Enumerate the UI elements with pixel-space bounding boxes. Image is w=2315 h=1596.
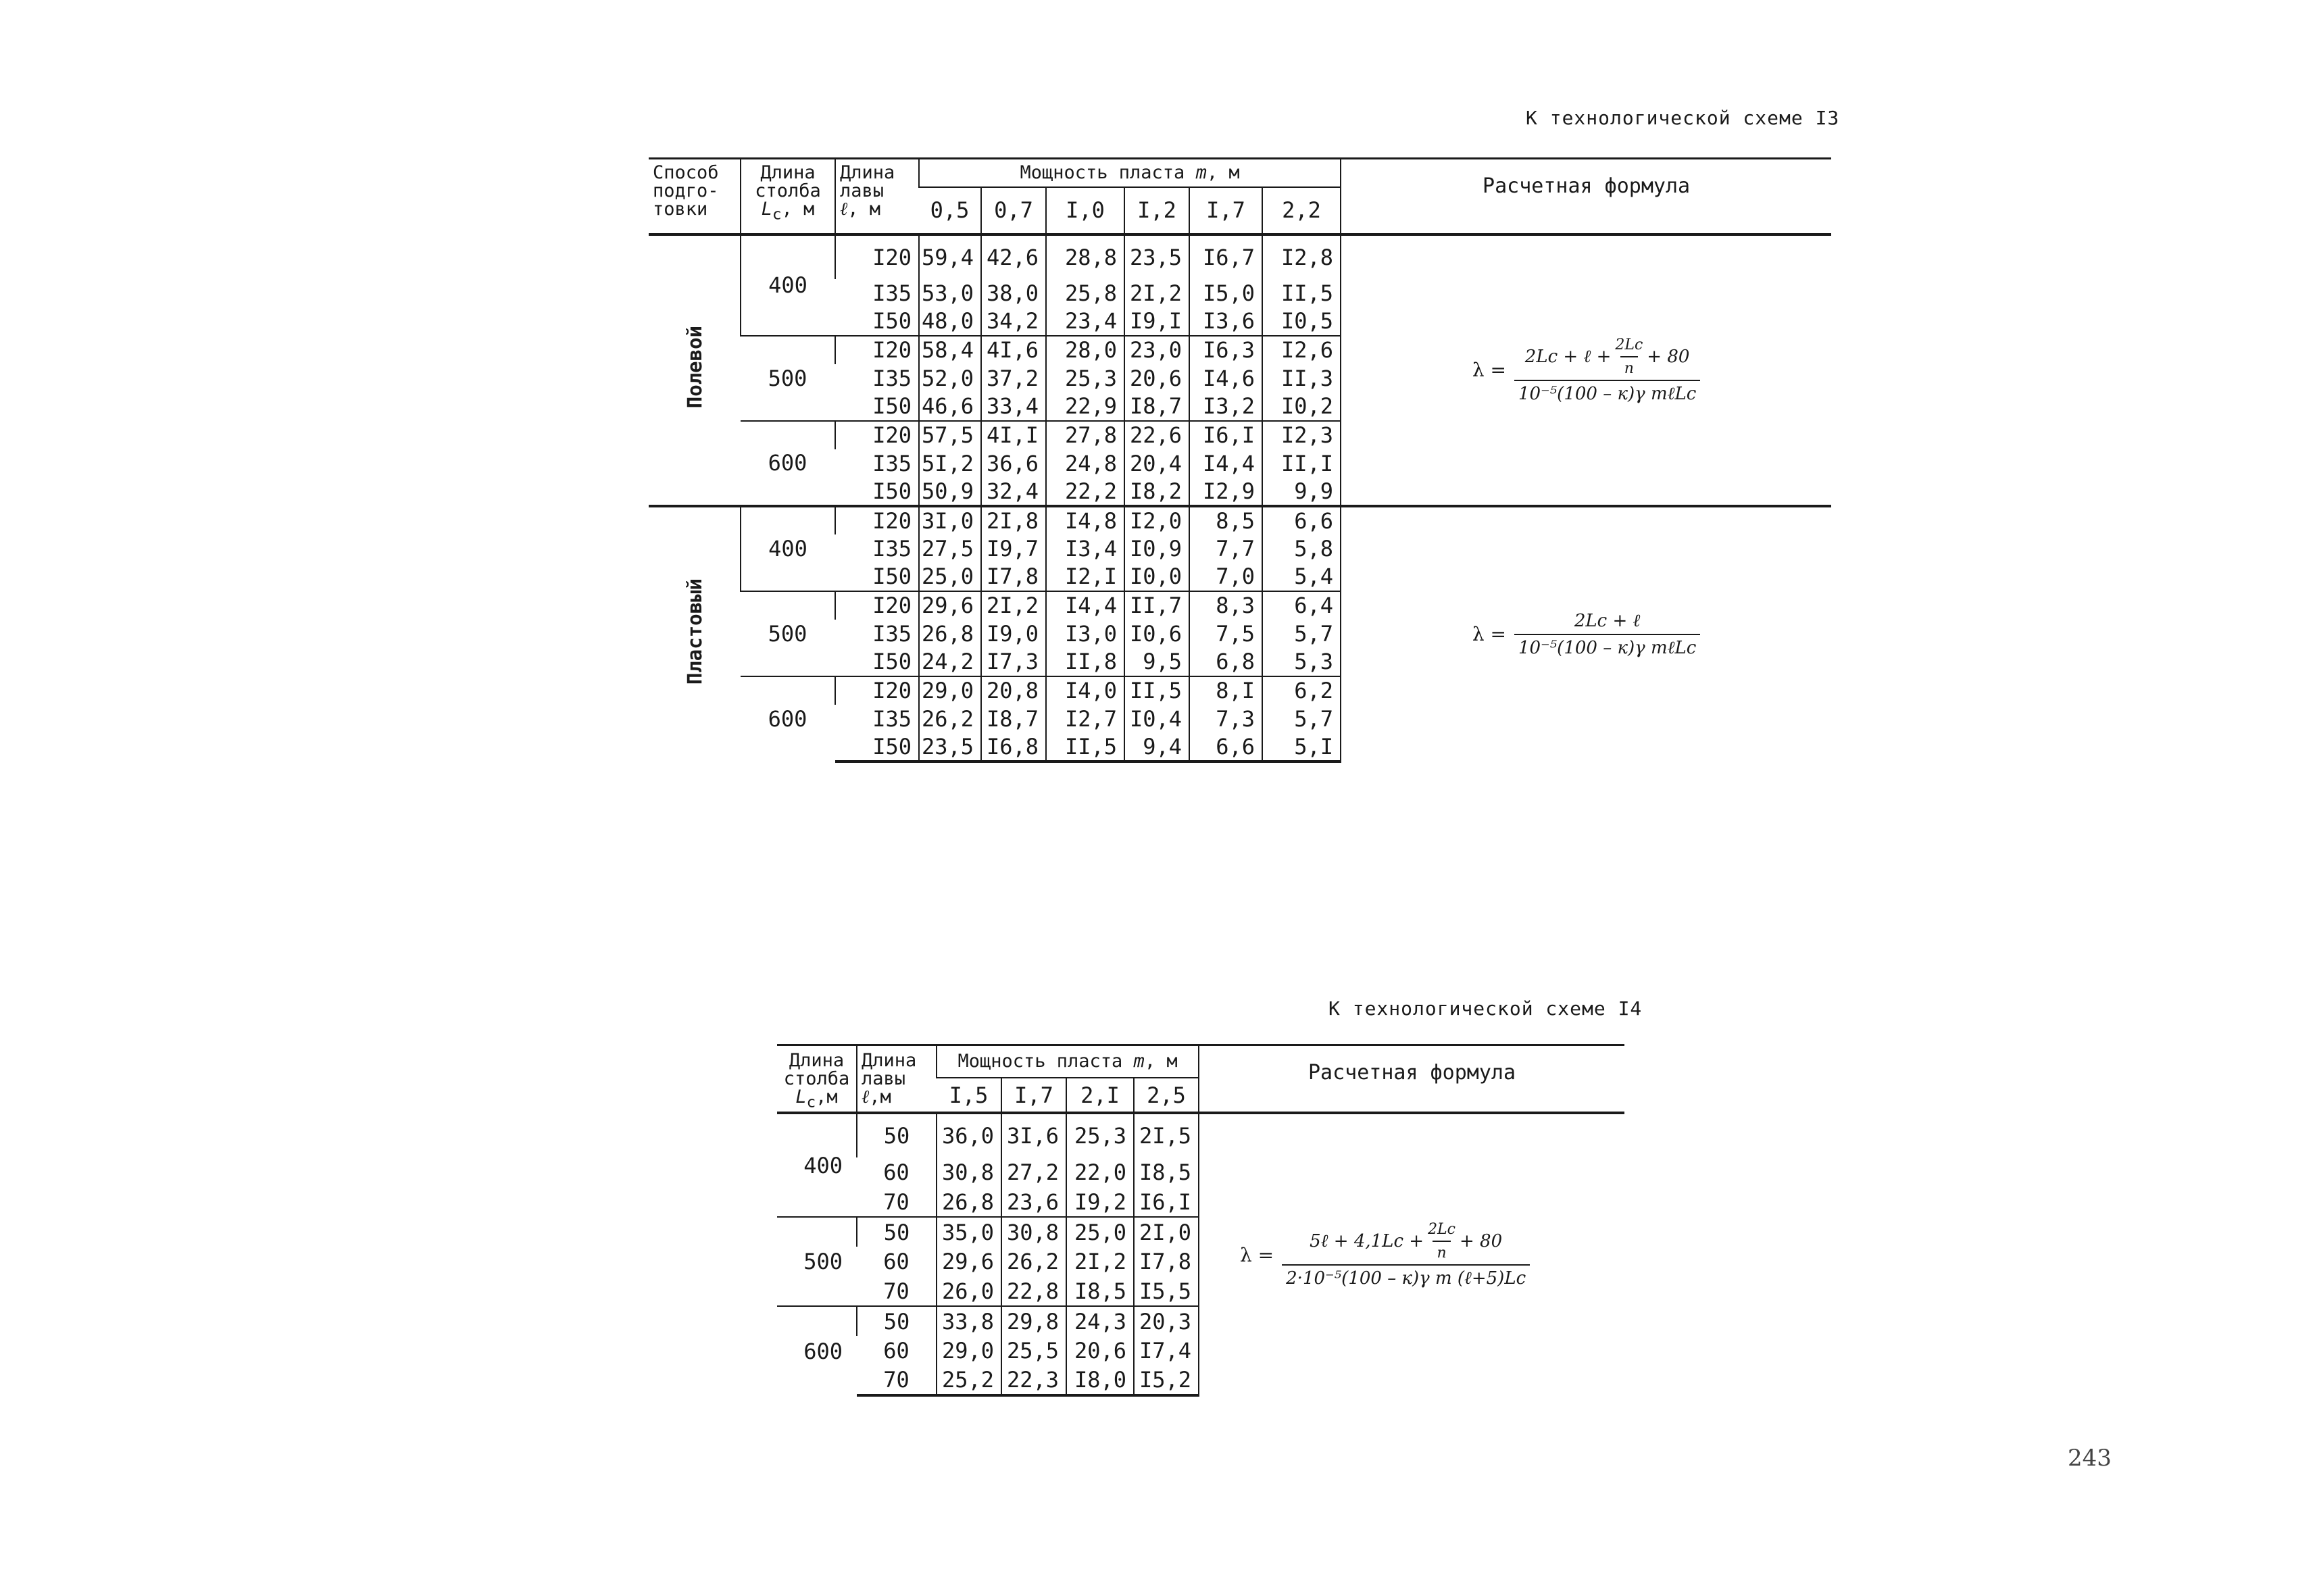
value-cell: 42,6 [981, 234, 1046, 279]
face-length-cell: I35 [872, 280, 912, 306]
face-length-cell: I35 [872, 365, 912, 391]
value-cell: 25,8 [1046, 279, 1124, 307]
value-cell: I8,7 [1124, 393, 1189, 421]
lambda-symbol: λ = [1472, 623, 1506, 645]
formula-numerator [1305, 1221, 1506, 1264]
value-cell: 5,3 [1262, 648, 1341, 676]
value-cell: 26,2 [919, 705, 981, 733]
value-cell: 27,5 [919, 534, 981, 563]
thickness-column-header: I,7 [1001, 1078, 1066, 1113]
value-cell: 23,0 [1124, 336, 1189, 364]
pillar-length-cell: 500 [741, 336, 835, 421]
value-cell: I6,I [1189, 421, 1262, 449]
value-cell: I6,8 [981, 733, 1046, 762]
value-cell: 8,3 [1189, 591, 1262, 620]
value-cell: 24,2 [919, 648, 981, 676]
inner-numerator: 2Lc [1428, 1221, 1455, 1239]
face-length-cell: 60 [883, 1159, 910, 1186]
numerator-part: 5ℓ + 4,1Lc + [1310, 1231, 1424, 1252]
thickness-column-header: 2,5 [1134, 1078, 1199, 1113]
value-cell: 25,3 [1046, 364, 1124, 393]
value-cell: 36,6 [981, 449, 1046, 478]
value-cell: 5,8 [1262, 534, 1341, 563]
face-length-cell: 70 [857, 1366, 937, 1395]
value-cell: I8,2 [1124, 478, 1189, 506]
value-cell: I2,6 [1262, 336, 1341, 364]
value-cell: I9,I [1124, 307, 1189, 336]
pillar-length-cell: 400 [741, 506, 835, 591]
header-method: Способ подго- товки [649, 159, 741, 234]
value-cell: 6,4 [1262, 591, 1341, 620]
value-cell: 20,8 [981, 676, 1046, 705]
value-cell: 30,8 [937, 1157, 1001, 1187]
thickness-column-header: 0,5 [919, 187, 981, 234]
value-cell: 24,8 [1046, 449, 1124, 478]
value-cell: 2I,2 [1124, 279, 1189, 307]
calculation-formula [1472, 336, 1700, 404]
value-cell: I2,0 [1124, 506, 1189, 534]
value-cell: 5I,2 [919, 449, 981, 478]
value-cell: 33,8 [937, 1306, 1001, 1336]
table-row [649, 234, 1831, 279]
face-length-cell: I20 [835, 676, 919, 705]
thickness-column-header: I,0 [1046, 187, 1124, 234]
value-cell: 22,9 [1046, 393, 1124, 421]
pillar-length-cell: 400 [741, 234, 835, 336]
value-cell: 5,4 [1262, 563, 1341, 591]
inner-fraction [1611, 336, 1647, 377]
header-face-length: Длина лавы ℓ,м [857, 1045, 937, 1114]
formula-numerator [1521, 336, 1694, 380]
value-cell: I0,2 [1262, 393, 1341, 421]
value-cell: II,8 [1046, 648, 1124, 676]
value-cell: 29,0 [937, 1336, 1001, 1366]
thickness-column-header: I,7 [1189, 187, 1262, 234]
value-cell: 46,6 [919, 393, 981, 421]
face-length-cell: I20 [835, 421, 919, 449]
value-cell: I0,4 [1124, 705, 1189, 733]
face-length-cell: 70 [883, 1278, 910, 1304]
value-cell: 25,0 [919, 563, 981, 591]
header-pillar-length: Длина столба $L_c,м$ [777, 1045, 857, 1114]
value-cell: 3I,6 [1001, 1113, 1066, 1157]
value-cell: 20,6 [1066, 1336, 1134, 1366]
pillar-length-cell: 400 [777, 1113, 857, 1217]
value-cell: 24,3 [1066, 1306, 1134, 1336]
value-cell: I2,9 [1189, 478, 1262, 506]
face-length-cell: I50 [872, 478, 912, 504]
formula-fraction [1282, 1221, 1530, 1289]
value-cell: I7,8 [981, 563, 1046, 591]
face-length-cell: I35 [872, 535, 912, 562]
value-cell: II,5 [1046, 733, 1124, 762]
face-length-cell: 60 [883, 1338, 910, 1364]
header-pillar-length: Длина столба $L_c$, м [741, 159, 835, 234]
value-cell: I8,7 [981, 705, 1046, 733]
value-cell: 20,4 [1124, 449, 1189, 478]
value-cell: 7,7 [1189, 534, 1262, 563]
formula-fraction [1514, 336, 1700, 404]
value-cell: 22,6 [1124, 421, 1189, 449]
value-cell: 7,5 [1189, 620, 1262, 648]
inner-numerator: 2Lc [1615, 336, 1643, 353]
value-cell: 22,8 [1001, 1276, 1066, 1306]
value-cell: 6,8 [1189, 648, 1262, 676]
value-cell: 20,6 [1124, 364, 1189, 393]
value-cell: 32,4 [981, 478, 1046, 506]
value-cell: 7,3 [1189, 705, 1262, 733]
face-length-cell: I35 [872, 620, 912, 647]
value-cell: 2I,0 [1134, 1217, 1199, 1247]
value-cell: I3,4 [1046, 534, 1124, 563]
header-seam-thickness: Мощность пласта m, м [919, 159, 1341, 187]
value-cell: 20,3 [1134, 1306, 1199, 1336]
value-cell: II,5 [1124, 676, 1189, 705]
value-cell: 2I,8 [981, 506, 1046, 534]
value-cell: 57,5 [919, 421, 981, 449]
value-cell: 28,0 [1046, 336, 1124, 364]
value-cell: 9,9 [1262, 478, 1341, 506]
thickness-column-header: 2,2 [1262, 187, 1341, 234]
formula-denominator: 2·10⁻⁵(100 – к)γ m (ℓ+5)Lc [1282, 1264, 1530, 1289]
face-length-cell: I20 [835, 234, 919, 279]
value-cell: 34,2 [981, 307, 1046, 336]
face-length-cell: I50 [872, 393, 912, 419]
value-cell: 5,I [1262, 733, 1341, 762]
table-row [649, 506, 1831, 534]
pillar-length-cell: 600 [741, 676, 835, 762]
value-cell: I4,8 [1046, 506, 1124, 534]
value-cell: I9,0 [981, 620, 1046, 648]
value-cell: I6,3 [1189, 336, 1262, 364]
value-cell: I7,8 [1134, 1247, 1199, 1276]
formula-cell [1341, 234, 1831, 506]
table13-caption: К технологической схеме I3 [1526, 107, 1840, 129]
face-length-cell: I20 [835, 336, 919, 364]
value-cell: 28,8 [1046, 234, 1124, 279]
value-cell: I3,2 [1189, 393, 1262, 421]
value-cell: 35,0 [937, 1217, 1001, 1247]
value-cell: 6,2 [1262, 676, 1341, 705]
value-cell: I0,0 [1124, 563, 1189, 591]
value-cell: I6,7 [1189, 234, 1262, 279]
calculation-formula [1472, 611, 1700, 658]
header-seam-thickness: Мощность пласта m, м [937, 1045, 1199, 1078]
value-cell: 2I,2 [1066, 1247, 1134, 1276]
value-cell: 50,9 [919, 478, 981, 506]
formula-denominator: 10⁻⁵(100 – к)γ mℓLc [1514, 634, 1700, 658]
value-cell: 26,0 [937, 1276, 1001, 1306]
value-cell: I2,3 [1262, 421, 1341, 449]
value-cell: I2,I [1046, 563, 1124, 591]
value-cell: I5,2 [1134, 1366, 1199, 1395]
value-cell: II,I [1262, 449, 1341, 478]
value-cell: II,7 [1124, 591, 1189, 620]
value-cell: I6,I [1134, 1187, 1199, 1217]
value-cell: 25,3 [1066, 1113, 1134, 1157]
value-cell: 23,6 [1001, 1187, 1066, 1217]
value-cell: 25,0 [1066, 1217, 1134, 1247]
table14 [777, 1044, 1624, 1397]
value-cell: 22,3 [1001, 1366, 1066, 1395]
value-cell: 22,2 [1046, 478, 1124, 506]
value-cell: I8,0 [1066, 1366, 1134, 1395]
face-length-cell: I50 [872, 649, 912, 674]
value-cell: 23,4 [1046, 307, 1124, 336]
value-cell: II,5 [1262, 279, 1341, 307]
value-cell: 2I,2 [981, 591, 1046, 620]
lambda-symbol: λ = [1472, 359, 1506, 381]
value-cell: I3,6 [1189, 307, 1262, 336]
value-cell: II,3 [1262, 364, 1341, 393]
face-length-cell: I35 [872, 450, 912, 476]
numerator-part: 2Lc + ℓ + [1524, 346, 1612, 367]
value-cell: 6,6 [1189, 733, 1262, 762]
formula-fraction [1514, 611, 1700, 658]
value-cell: 23,5 [1124, 234, 1189, 279]
value-cell: 29,0 [919, 676, 981, 705]
numerator-part: + 80 [1647, 346, 1690, 367]
value-cell: I5,5 [1134, 1276, 1199, 1306]
value-cell: 29,6 [919, 591, 981, 620]
value-cell: 9,5 [1124, 648, 1189, 676]
table-row [777, 1113, 1624, 1157]
value-cell: I7,4 [1134, 1336, 1199, 1366]
value-cell: 8,I [1189, 676, 1262, 705]
inner-denominator: n [1433, 1241, 1450, 1262]
method-cell [649, 506, 741, 762]
face-length-cell: 50 [857, 1306, 937, 1336]
thickness-column-header: I,5 [937, 1078, 1001, 1113]
formula-numerator: 2Lc + ℓ [1574, 610, 1641, 631]
value-cell: 9,4 [1124, 733, 1189, 762]
value-cell: 25,5 [1001, 1336, 1066, 1366]
inner-denominator: n [1620, 356, 1638, 377]
value-cell: I9,7 [981, 534, 1046, 563]
value-cell: 3I,0 [919, 506, 981, 534]
face-length-cell: 60 [883, 1249, 910, 1275]
value-cell: 6,6 [1262, 506, 1341, 534]
lambda-symbol: λ = [1240, 1243, 1274, 1266]
value-cell: I4,4 [1189, 449, 1262, 478]
value-cell: 23,5 [919, 733, 981, 762]
value-cell: 36,0 [937, 1113, 1001, 1157]
value-cell: 29,6 [937, 1247, 1001, 1276]
value-cell: 29,8 [1001, 1306, 1066, 1336]
value-cell: I4,6 [1189, 364, 1262, 393]
value-cell: I2,7 [1046, 705, 1124, 733]
value-cell: 48,0 [919, 307, 981, 336]
method-label: Полевой [682, 326, 706, 409]
thickness-column-header: 2,I [1066, 1078, 1134, 1113]
face-length-cell: 50 [857, 1217, 937, 1247]
value-cell: I0,9 [1124, 534, 1189, 563]
value-cell: 37,2 [981, 364, 1046, 393]
value-cell: 5,7 [1262, 620, 1341, 648]
value-cell: 27,2 [1001, 1157, 1066, 1187]
face-length-cell: I50 [835, 733, 919, 762]
value-cell: 38,0 [981, 279, 1046, 307]
formula-cell [1199, 1113, 1624, 1395]
value-cell: I9,2 [1066, 1187, 1134, 1217]
value-cell: 59,4 [919, 234, 981, 279]
value-cell: 22,0 [1066, 1157, 1134, 1187]
thickness-column-header: 0,7 [981, 187, 1046, 234]
table13 [649, 157, 1831, 763]
formula-denominator: 10⁻⁵(100 – к)γ mℓLc [1514, 380, 1700, 404]
method-cell [649, 234, 741, 506]
value-cell: I0,6 [1124, 620, 1189, 648]
numerator-part: + 80 [1460, 1231, 1503, 1252]
value-cell: I3,0 [1046, 620, 1124, 648]
value-cell: I0,5 [1262, 307, 1341, 336]
formula-cell [1341, 506, 1831, 762]
face-length-cell: I20 [835, 506, 919, 534]
value-cell: I4,0 [1046, 676, 1124, 705]
value-cell: I8,5 [1066, 1276, 1134, 1306]
pillar-length-cell: 600 [777, 1306, 857, 1395]
header-formula: Расчетная формула [1199, 1045, 1624, 1114]
value-cell: I2,8 [1262, 234, 1341, 279]
value-cell: 53,0 [919, 279, 981, 307]
inner-fraction [1424, 1221, 1460, 1262]
header-formula: Расчетная формула [1341, 159, 1831, 234]
value-cell: I7,3 [981, 648, 1046, 676]
value-cell: 27,8 [1046, 421, 1124, 449]
value-cell: 7,0 [1189, 563, 1262, 591]
value-cell: I4,4 [1046, 591, 1124, 620]
value-cell: 52,0 [919, 364, 981, 393]
face-length-cell: I50 [872, 564, 912, 589]
method-label: Пластовый [682, 578, 706, 685]
value-cell: 8,5 [1189, 506, 1262, 534]
pillar-length-cell: 500 [777, 1217, 857, 1306]
value-cell: I5,0 [1189, 279, 1262, 307]
face-length-cell: 50 [857, 1113, 937, 1157]
face-length-cell: 70 [883, 1189, 910, 1215]
thickness-column-header: I,2 [1124, 187, 1189, 234]
page-number: 243 [2068, 1445, 2112, 1472]
value-cell: 30,8 [1001, 1217, 1066, 1247]
value-cell: I8,5 [1134, 1157, 1199, 1187]
table14-caption: К технологической схеме I4 [1328, 997, 1643, 1020]
pillar-length-cell: 500 [741, 591, 835, 676]
value-cell: 25,2 [937, 1366, 1001, 1395]
value-cell: 4I,6 [981, 336, 1046, 364]
value-cell: 5,7 [1262, 705, 1341, 733]
pillar-length-cell: 600 [741, 421, 835, 506]
header-face-length: Длина лавы ℓ, м [835, 159, 919, 234]
calculation-formula [1240, 1221, 1530, 1289]
value-cell: 4I,I [981, 421, 1046, 449]
value-cell: 58,4 [919, 336, 981, 364]
value-cell: 26,2 [1001, 1247, 1066, 1276]
value-cell: 2I,5 [1134, 1113, 1199, 1157]
face-length-cell: I20 [835, 591, 919, 620]
value-cell: 26,8 [919, 620, 981, 648]
value-cell: 33,4 [981, 393, 1046, 421]
face-length-cell: I50 [872, 308, 912, 334]
value-cell: 26,8 [937, 1187, 1001, 1217]
face-length-cell: I35 [872, 705, 912, 732]
